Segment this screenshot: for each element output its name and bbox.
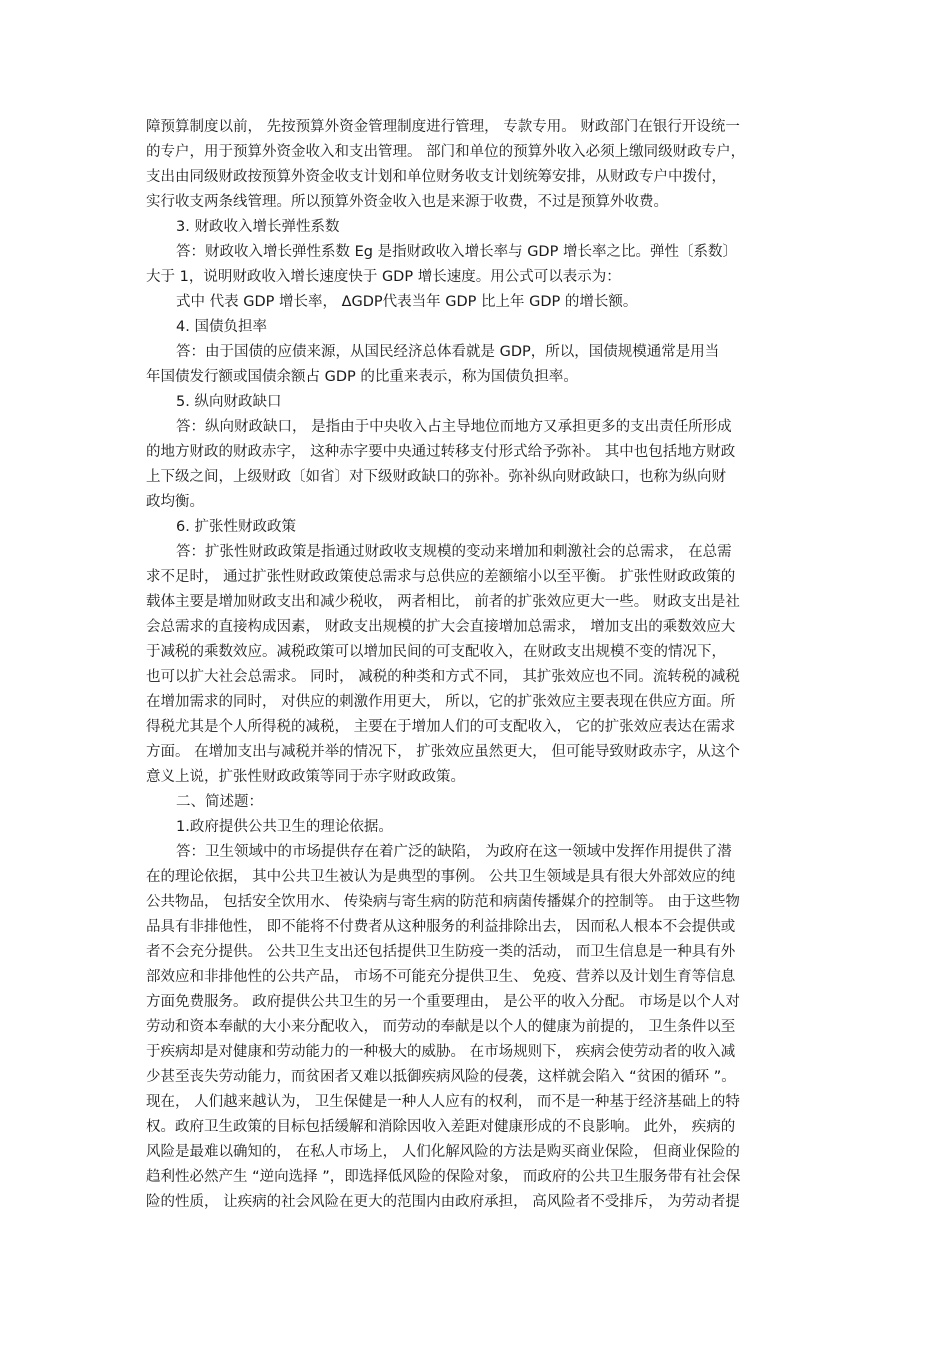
text-line: 式中 代表 GDP 增长率， ΔGDP代表当年 GDP 比上年 GDP 的增长额。 [176,294,638,310]
text-line: 在的理论依据， 其中公共卫生被认为是典型的事例。 公共卫生领域是具有很大外部效应的纯 [146,869,736,885]
text-line: 5. 纵向财政缺口 [176,394,282,410]
text-line: 6. 扩张性财政政策 [176,519,296,535]
text-line: 劳动和资本奉献的大小来分配收入， 而劳动的奉献是以个人的健康为前提的， 卫生条件以至 [146,1019,736,1035]
text-line: 3. 财政收入增长弹性系数 [176,219,340,235]
text-line: 答：由于国债的应债来源，从国民经济总体看就是 GDP，所以，国债规模通常是用当 [176,344,720,360]
text-line: 答：扩张性财政政策是指通过财政收支规模的变动来增加和刺激社会的总需求， 在总需 [176,544,732,560]
text-line: 少甚至丧失劳动能力，而贫困者又难以抵御疾病风险的侵袭，这样就会陷入 “贫困的循环 ”。 [146,1069,736,1085]
text-line: 得税尤其是个人所得税的减税， 主要在于增加人们的可支配收入， 它的扩张效应表达在需求 [146,719,736,735]
text-line: 实行收支两条线管理。所以预算外资金收入也是来源于收费，不过是预算外收费。 [146,194,668,210]
text-line: 部效应和非排他性的公共产品， 市场不可能充分提供卫生、 免疫、营养以及计划生育等信息 [146,969,736,985]
text-line: 会总需求的直接构成因素， 财政支出规模的扩大会直接增加总需求， 增加支出的乘数效应大 [146,619,736,635]
text-line: 的专户，用于预算外资金收入和支出管理。 部门和单位的预算外收入必须上缴同级财政专户， [146,144,746,160]
text-line: 支出由同级财政按预算外资金收支计划和单位财务收支计划统筹安排，从财政专户中拨付， [146,169,726,185]
text-line: 于疾病却是对健康和劳动能力的一种极大的威胁。 在市场规则下， 疾病会使劳动者的收入减 [146,1044,736,1060]
text-line: 答：卫生领域中的市场提供存在着广泛的缺陷， 为政府在这一领域中发挥作用提供了潜 [176,844,732,860]
text-line: 者不会充分提供。 公共卫生支出还包括提供卫生防疫一类的活动， 而卫生信息是一种具有外 [146,944,736,960]
text-line: 品具有非排他性， 即不能将不付费者从这种服务的利益排除出去， 因而私人根本不会提供或 [146,919,736,935]
text-line: 年国债发行额或国债余额占 GDP 的比重来表示，称为国债负担率。 [146,369,578,385]
text-line: 现在， 人们越来越认为， 卫生保健是一种人人应有的权利， 而不是一种基于经济基础上的特 [146,1094,740,1110]
text-line: 1.政府提供公共卫生的理论依据。 [176,819,393,835]
text-line: 大于 1，说明财政收入增长速度快于 GDP 增长速度。用公式可以表示为： [146,269,621,285]
text-line: 载体主要是增加财政支出和减少税收， 两者相比， 前者的扩张效应更大一些。 财政支出是社 [146,594,740,610]
text-line: 4. 国债负担率 [176,319,267,335]
text-line: 意义上说，扩张性财政政策等同于赤字财政政策。 [146,769,465,785]
document-body [146,115,806,1215]
text-line: 方面。 在增加支出与减税并举的情况下， 扩张效应虽然更大， 但可能导致财政赤字，从这个 [146,744,740,760]
text-line: 求不足时， 通过扩张性财政政策使总需求与总供应的差额缩小以至平衡。 扩张性财政政策的 [146,569,736,585]
text-line: 答：纵向财政缺口， 是指由于中央收入占主导地位而地方又承担更多的支出责任所形成 [176,419,732,435]
text-line: 二、简述题： [176,794,263,810]
text-line: 险的性质， 让疾病的社会风险在更大的范围内由政府承担， 高风险者不受排斥， 为劳动者提 [146,1194,740,1210]
text-line: 方面免费服务。 政府提供公共卫生的另一个重要理由， 是公平的收入分配。 市场是以个人对 [146,994,740,1010]
text-line: 权。政府卫生政策的目标包括缓解和消除因收入差距对健康形成的不良影响。 此外， 疾病的 [146,1119,736,1135]
text-line: 公共物品， 包括安全饮用水、 传染病与寄生病的防范和病菌传播媒介的控制等。 由于这些物 [146,894,740,910]
text-line: 风险是最难以确知的， 在私人市场上， 人们化解风险的方法是购买商业保险， 但商业保险的 [146,1144,740,1160]
text-line: 的地方财政的财政赤字， 这种赤字要中央通过转移支付形式给予弥补。 其中也包括地方财政 [146,444,736,460]
text-line: 障预算制度以前， 先按预算外资金管理制度进行管理， 专款专用。 财政部门在银行开设统一 [146,119,740,135]
text-line: 也可以扩大社会总需求。 同时， 减税的种类和方式不同， 其扩张效应也不同。流转税的减税 [146,669,740,685]
text-line: 趋利性必然产生 “逆向选择 ”，即选择低风险的保险对象， 而政府的公共卫生服务带有社会保 [146,1169,741,1185]
text-line: 在增加需求的同时， 对供应的刺激作用更大， 所以，它的扩张效应主要表现在供应方面。所 [146,694,736,710]
text-line: 上下级之间，上级财政〔如省〕对下级财政缺口的弥补。弥补纵向财政缺口，也称为纵向财 [146,469,726,485]
text-line: 答：财政收入增长弹性系数 Eg 是指财政收入增长率与 GDP 增长率之比。弹性〔系数〕 [176,244,737,260]
text-line: 于减税的乘数效应。减税政策可以增加民间的可支配收入，在财政支出规模不变的情况下， [146,644,726,660]
text-line: 政均衡。 [146,494,204,510]
